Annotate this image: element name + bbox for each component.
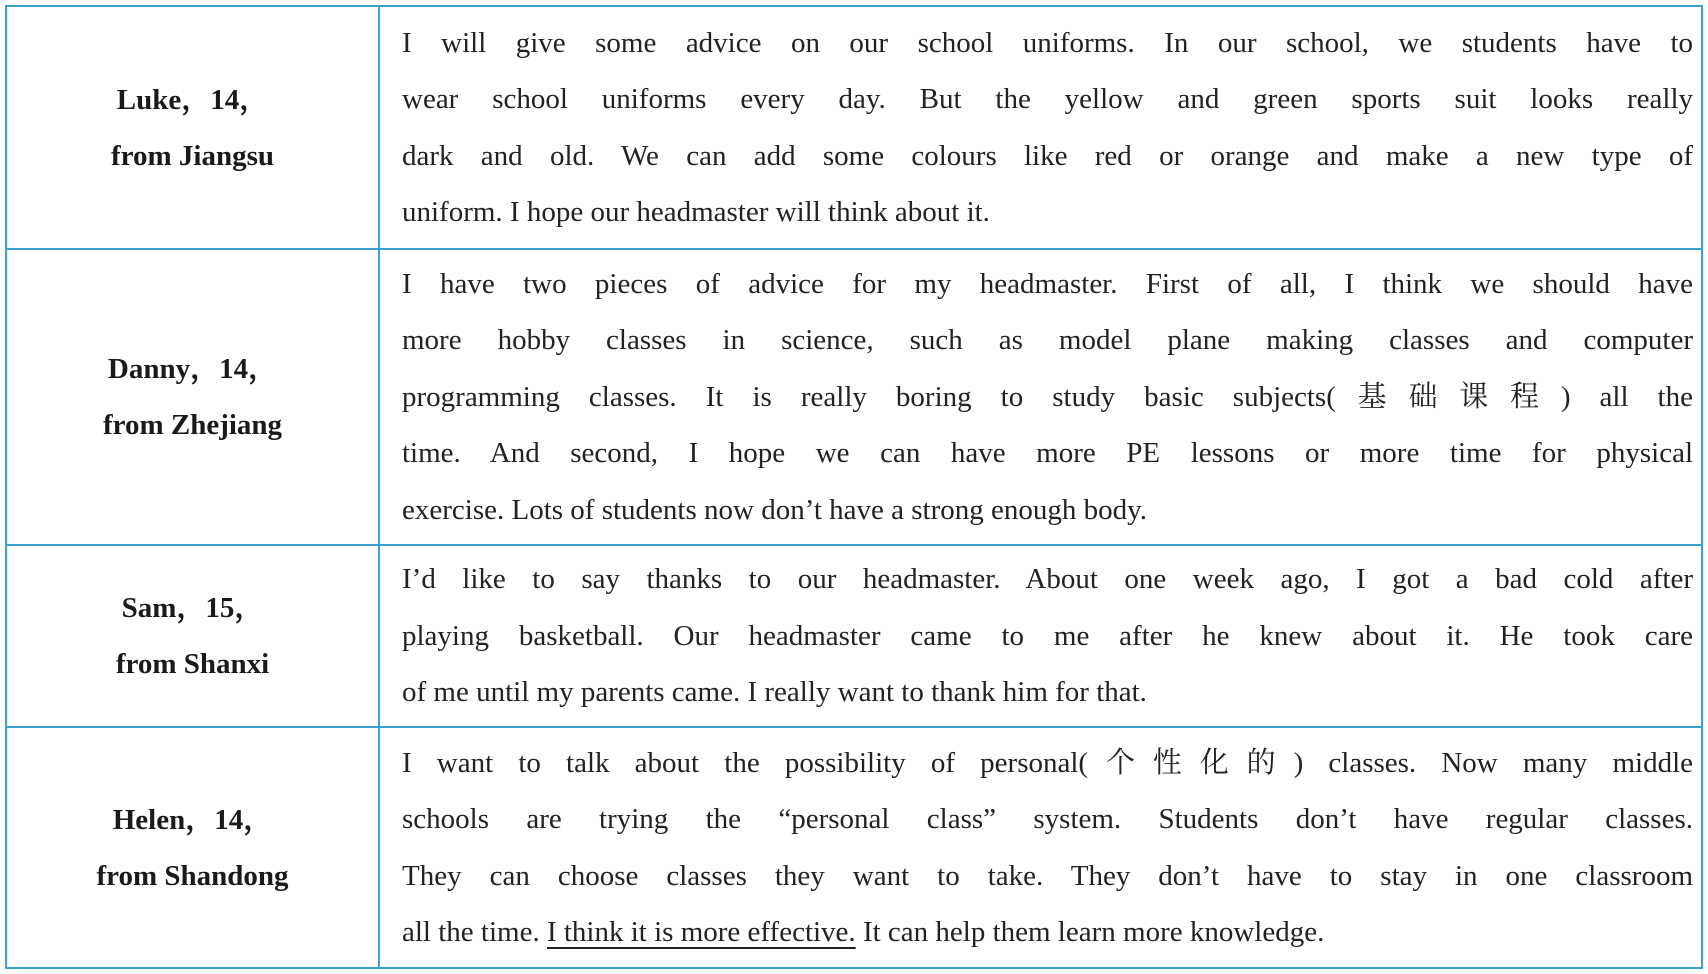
student-name-age: Luke，14， <box>116 83 269 116</box>
text-line: I want to talk about the possibility of personal(个性化的) classes. Now many middle <box>402 746 1693 779</box>
advice-table <box>5 5 1703 969</box>
text-line: dark and old. We can add some colours like red or orange and make a new type of <box>402 139 1693 172</box>
advice-text-cell <box>402 250 1693 544</box>
text-segment: all the time. <box>402 916 547 948</box>
text-line: I have two pieces of advice for my headmaster. First of all, I think we should have <box>402 267 1693 300</box>
table-row-helen <box>7 726 1701 967</box>
student-name-age: Sam，15， <box>121 592 264 624</box>
student-hometown: from Shanxi <box>115 648 270 680</box>
text-line: playing basketball. Our headmaster came to me after he knew about it. He took care <box>402 619 1693 652</box>
text-line: of me until my parents came. I really want to thank him for that. <box>402 676 1147 709</box>
table-row-luke <box>7 7 1701 248</box>
text-segment: It can help them learn more knowledge. <box>855 916 1325 948</box>
table-row-danny <box>7 248 1701 544</box>
student-name-cell <box>7 7 380 248</box>
student-name-age: Danny，14， <box>107 353 278 385</box>
text-line: They can choose classes they want to take. They don’t have to stay in one classroom <box>402 859 1693 892</box>
text-line <box>402 904 1693 961</box>
text-line: I’d like to say thanks to our headmaster. About one week ago, I got a bad cold after <box>402 563 1693 596</box>
text-line: time. And second, I hope we can have more PE lessons or more time for physical <box>402 437 1693 470</box>
advice-text-cell <box>402 7 1693 248</box>
advice-text-cell <box>402 728 1693 967</box>
student-name-cell <box>7 728 380 967</box>
text-line: exercise. Lots of students now don’t have a strong enough body. <box>402 493 1147 526</box>
student-hometown: from Jiangsu <box>110 139 274 172</box>
student-name-cell <box>7 250 380 544</box>
text-line: schools are trying the “personal class” system. Students don’t have regular classes. <box>402 803 1693 835</box>
text-line: uniform. I hope our headmaster will think about it. <box>402 196 990 228</box>
text-line: more hobby classes in science, such as model plane making classes and computer <box>402 324 1693 357</box>
text-line: wear school uniforms every day. But the yellow and green sports suit looks really <box>402 83 1693 115</box>
student-hometown: from Zhejiang <box>102 409 283 441</box>
student-name-age: Helen，14， <box>112 803 273 836</box>
text-line: programming classes. It is really boring to study basic subjects(基础课程) all the <box>402 380 1693 413</box>
student-hometown: from Shandong <box>96 859 289 892</box>
table-row-sam <box>7 544 1701 726</box>
text-line: I will give some advice on our school uniforms. In our school, we students have to <box>402 26 1693 59</box>
student-name-cell <box>7 546 380 726</box>
advice-text-cell <box>402 546 1693 726</box>
underlined-sentence: I think it is more effective. <box>546 916 856 948</box>
